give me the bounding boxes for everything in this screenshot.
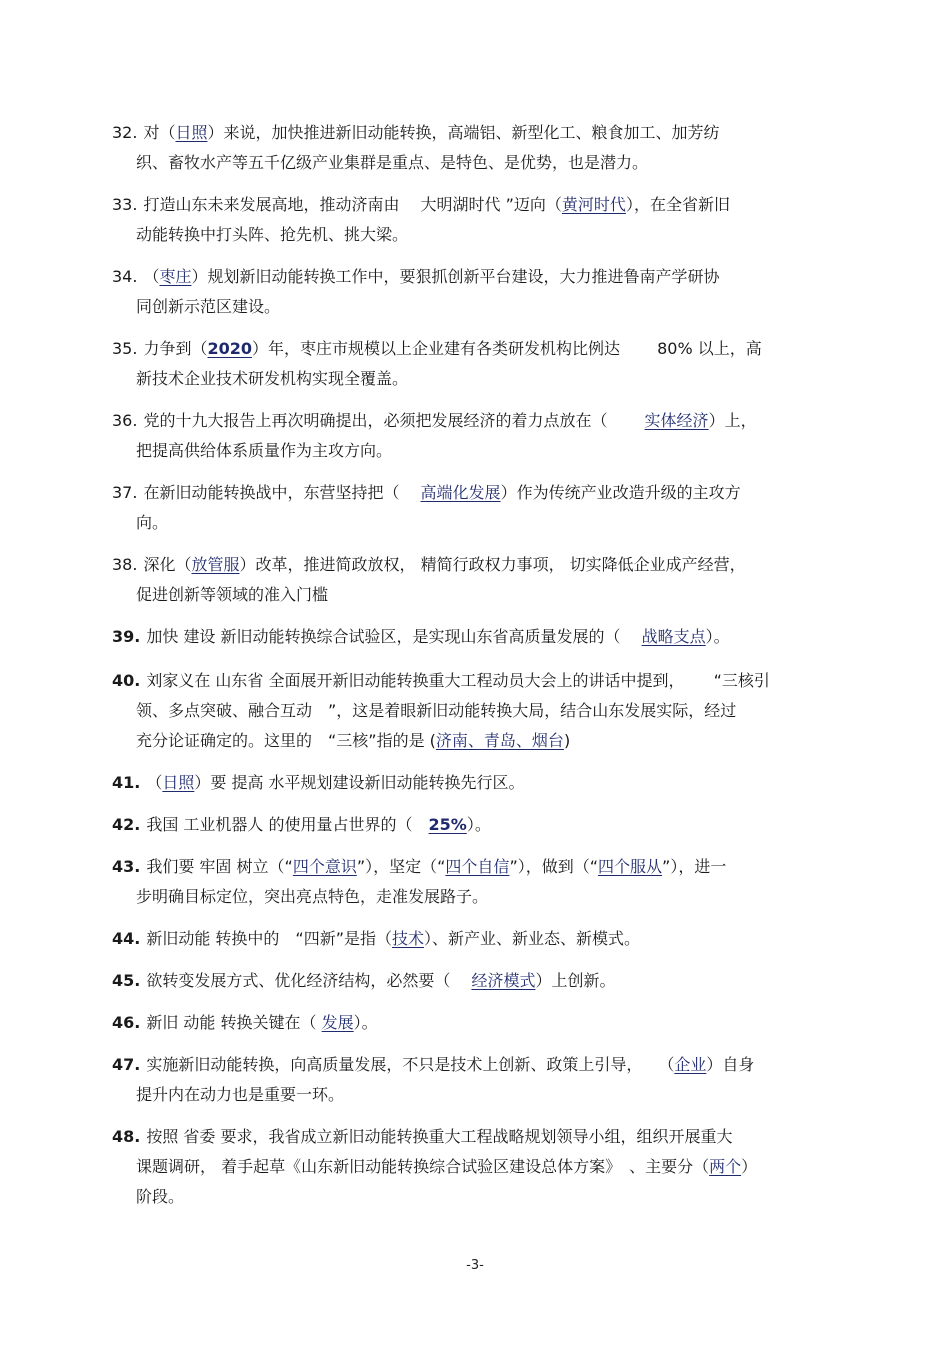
question-number: 45.	[112, 971, 141, 990]
question-number: 46.	[112, 1013, 141, 1032]
question-text: 按照 省委 要求，我省成立新旧动能转换重大工程战略规划领导小组，组织开展重大	[146, 1127, 733, 1146]
question-line	[112, 966, 842, 996]
question-text: ）	[741, 1157, 758, 1176]
answer-text: 黄河时代	[561, 195, 626, 214]
question-item	[112, 1008, 842, 1038]
question-text: 步明确目标定位，突出亮点特色，走准发展路子。	[136, 887, 489, 906]
answer-text: 枣庄	[159, 267, 192, 286]
answer-text: 四个意识	[292, 857, 357, 876]
question-item	[112, 550, 842, 610]
question-text: ）。	[353, 1013, 378, 1032]
question-text: 我们要 牢固 树立（“	[146, 857, 293, 876]
question-text: 提升内在动力也是重要一环。	[136, 1085, 345, 1104]
question-number: 44.	[112, 929, 141, 948]
question-text: 课题调研， 着手起草《山东新旧动能转换综合试验区建设总体方案》 、主要分（	[136, 1157, 710, 1176]
question-text: 欲转变发展方式、优化经济结构，必然要（	[146, 971, 472, 990]
question-number: 42.	[112, 815, 141, 834]
question-text: ）、新产业、新业态、新模式。	[424, 929, 641, 948]
question-item	[112, 666, 842, 756]
question-text: ）。	[466, 815, 491, 834]
question-text: 领、多点突破、融合互动 ”，这是着眼新旧动能转换大局，结合山东发展实际，经过	[136, 701, 737, 720]
question-text: 深化（	[143, 555, 192, 574]
question-text: 新技术企业技术研发机构实现全覆盖。	[136, 369, 409, 388]
question-text: ）来说，加快推进新旧动能转换，高端铝、新型化工、粮食加工、加芳纺	[207, 123, 720, 142]
answer-text: 战略支点	[641, 627, 706, 646]
question-line	[112, 364, 842, 394]
answer-text: 四个服从	[598, 857, 663, 876]
question-number: 39.	[112, 627, 141, 646]
question-text: ）。	[705, 627, 730, 646]
question-line	[112, 436, 842, 466]
answer-text: 日照	[175, 123, 208, 142]
question-number: 40.	[112, 671, 141, 690]
question-text: 向。	[136, 513, 169, 532]
question-line	[112, 1182, 842, 1212]
question-text: 党的十九大报告上再次明确提出，必须把发展经济的着力点放在（	[143, 411, 645, 430]
question-text: ）改革，推进简政放权， 精简行政权力事项， 切实降低企业成产经营，	[239, 555, 746, 574]
question-number: 32.	[112, 123, 138, 142]
question-line	[112, 810, 842, 840]
question-item	[112, 190, 842, 250]
question-line	[112, 924, 842, 954]
page-number: -3-	[466, 1258, 484, 1273]
question-item	[112, 1122, 842, 1212]
question-line	[112, 1122, 842, 1152]
answer-text: 经济模式	[471, 971, 536, 990]
question-item	[112, 478, 842, 538]
question-item	[112, 852, 842, 912]
question-line	[112, 118, 842, 148]
question-line	[112, 508, 842, 538]
question-line	[112, 334, 842, 364]
question-number: 43.	[112, 857, 141, 876]
question-item	[112, 924, 842, 954]
question-text: ）作为传统产业改造升级的主攻方	[500, 483, 741, 502]
question-line	[112, 148, 842, 178]
question-text: 织、畜牧水产等五千亿级产业集群是重点、是特色、是优势，也是潜力。	[136, 153, 649, 172]
question-text: （	[143, 267, 160, 286]
question-text: 新旧动能 转换中的 “四新”是指（	[146, 929, 393, 948]
question-number: 33.	[112, 195, 138, 214]
question-line	[112, 550, 842, 580]
question-line	[112, 726, 842, 756]
question-line	[112, 1050, 842, 1080]
question-number: 48.	[112, 1127, 141, 1146]
question-text: 把提高供给体系质量作为主攻方向。	[136, 441, 393, 460]
question-line	[112, 696, 842, 726]
question-item	[112, 1050, 842, 1110]
answer-text: 济南、青岛、烟台	[435, 731, 564, 750]
question-text: ”），进一	[662, 857, 727, 876]
question-number: 37.	[112, 483, 138, 502]
question-line	[112, 262, 842, 292]
question-text: ）上，	[708, 411, 757, 430]
question-line	[112, 852, 842, 882]
question-line	[112, 580, 842, 610]
answer-text: 2020	[207, 339, 252, 358]
answer-text: 高端化发展	[420, 483, 501, 502]
question-item	[112, 118, 842, 178]
question-text: ”），做到（“	[509, 857, 599, 876]
question-text: 动能转换中打头阵、抢先机、挑大梁。	[136, 225, 409, 244]
question-line	[112, 220, 842, 250]
question-text: ）自身	[706, 1055, 755, 1074]
question-text: ），在全省新旧	[625, 195, 730, 214]
question-text: 刘家义在 山东省 全面展开新旧动能转换重大工程动员大会上的讲话中提到， “三核引	[146, 671, 770, 690]
question-line	[112, 666, 842, 696]
question-text: （	[146, 773, 163, 792]
question-number: 35.	[112, 339, 138, 358]
question-line	[112, 406, 842, 436]
question-line	[112, 292, 842, 322]
question-line	[112, 1008, 842, 1038]
question-item	[112, 768, 842, 798]
question-text: 新旧 动能 转换关键在（	[146, 1013, 322, 1032]
question-item	[112, 406, 842, 466]
question-text: ）年，枣庄市规模以上企业建有各类研发机构比例达 80% 以上，高	[252, 339, 762, 358]
question-text: ）要 提高 水平规划建设新旧动能转换先行区。	[194, 773, 525, 792]
question-line	[112, 1152, 842, 1182]
question-number: 34.	[112, 267, 138, 286]
question-text: 打造山东未来发展高地，推动济南由 大明湖时代 ”迈向（	[143, 195, 562, 214]
question-text: 同创新示范区建设。	[136, 297, 281, 316]
question-number: 36.	[112, 411, 138, 430]
answer-text: 发展	[321, 1013, 354, 1032]
question-item	[112, 622, 842, 652]
question-text: ）上创新。	[535, 971, 616, 990]
question-item	[112, 966, 842, 996]
question-item	[112, 334, 842, 394]
question-text: ”），坚定（“	[356, 857, 446, 876]
question-text: 实施新旧动能转换，向高质量发展，不只是技术上创新、政策上引导， （	[146, 1055, 675, 1074]
question-text: 促进创新等领域的准入门槛	[136, 585, 329, 604]
answer-text: 四个自信	[445, 857, 510, 876]
question-line	[112, 190, 842, 220]
question-number: 38.	[112, 555, 138, 574]
answer-text: 放管服	[191, 555, 240, 574]
question-line	[112, 622, 842, 652]
question-text: )	[563, 731, 571, 750]
question-text: 在新旧动能转换战中，东营坚持把（	[143, 483, 421, 502]
question-item	[112, 810, 842, 840]
question-text: 力争到（	[143, 339, 208, 358]
answer-text: 25%	[428, 815, 467, 834]
answer-text: 两个	[709, 1157, 742, 1176]
answer-text: 技术	[392, 929, 425, 948]
question-number: 41.	[112, 773, 141, 792]
question-item	[112, 262, 842, 322]
question-text: 充分论证确定的。这里的 “三核”指的是 (	[136, 731, 436, 750]
answer-text: 企业	[674, 1055, 707, 1074]
question-text: 加快 建设 新旧动能转换综合试验区，是实现山东省高质量发展的（	[146, 627, 642, 646]
answer-text: 实体经济	[644, 411, 709, 430]
question-text: 阶段。	[136, 1187, 185, 1206]
question-line	[112, 1080, 842, 1110]
answer-text: 日照	[162, 773, 195, 792]
question-line	[112, 768, 842, 798]
question-text: 我国 工业机器人 的使用量占世界的（	[146, 815, 429, 834]
question-line	[112, 882, 842, 912]
question-line	[112, 478, 842, 508]
question-text: 对（	[143, 123, 176, 142]
question-number: 47.	[112, 1055, 141, 1074]
question-text: ）规划新旧动能转换工作中，要狠抓创新平台建设，大力推进鲁南产学研协	[191, 267, 720, 286]
